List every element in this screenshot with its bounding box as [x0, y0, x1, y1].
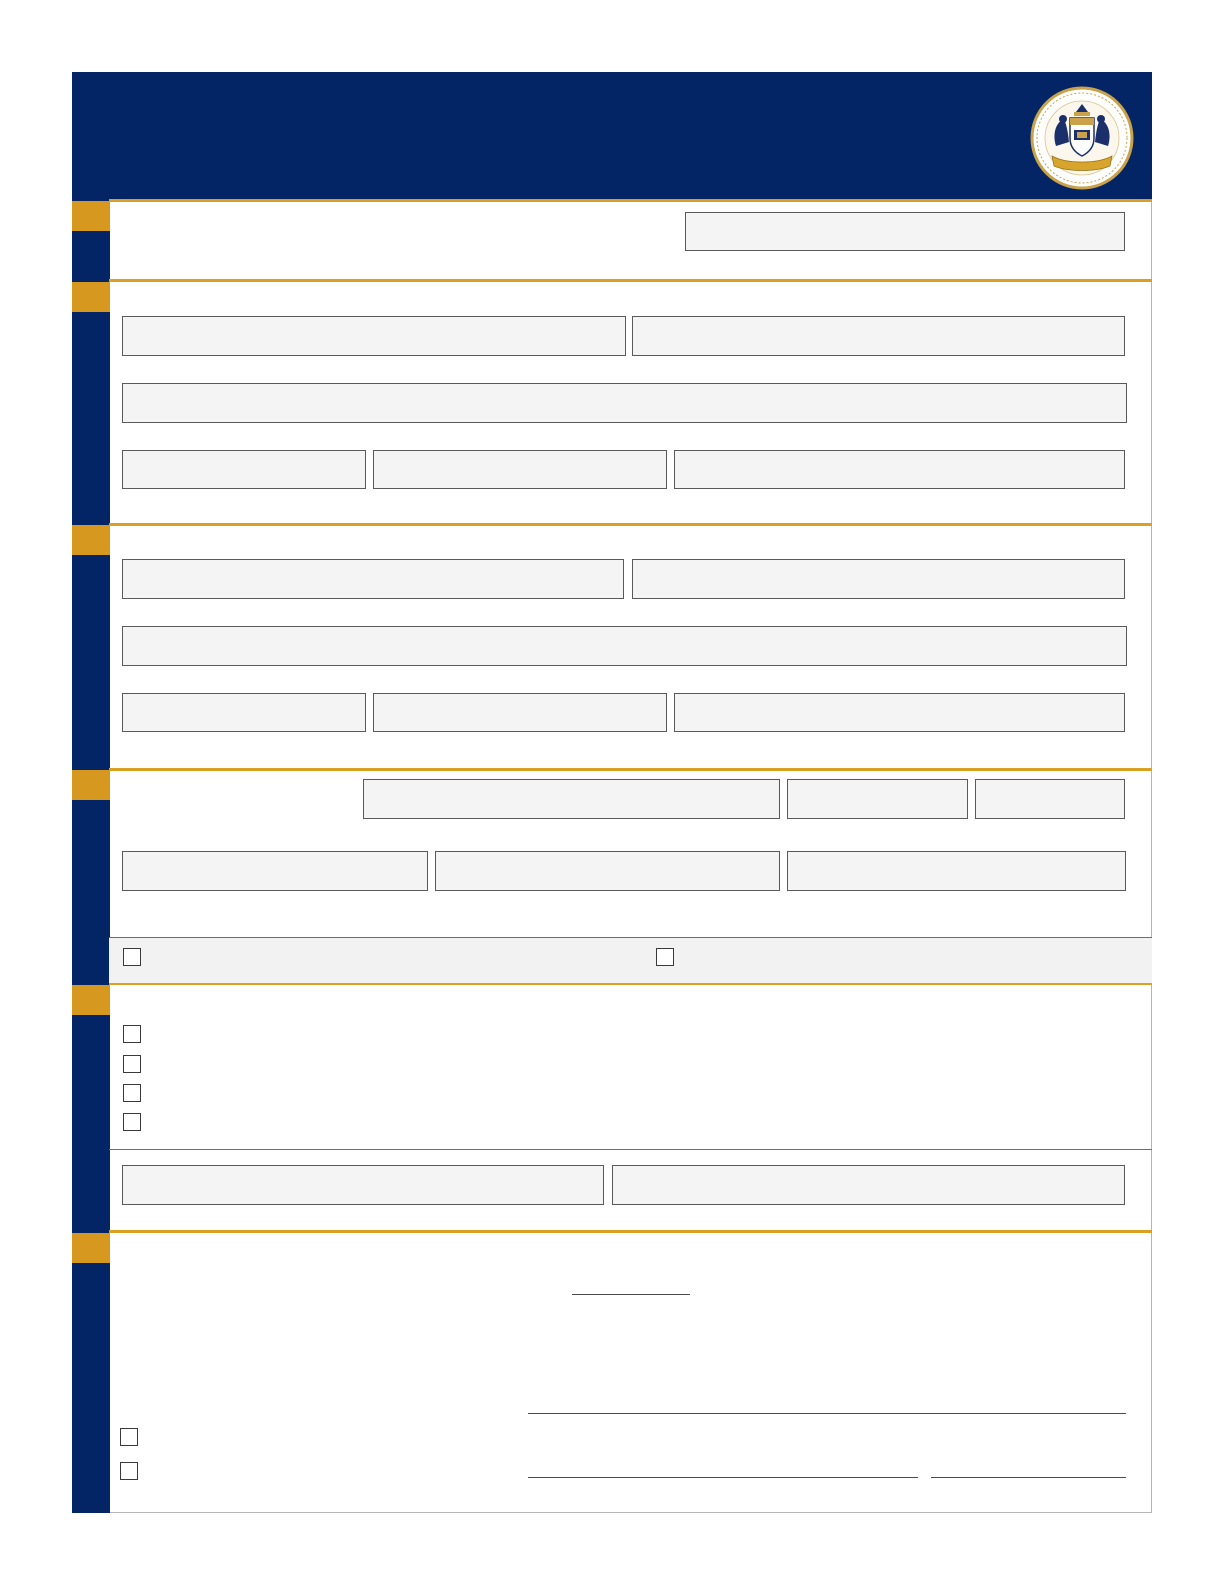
section1-field-6[interactable]	[674, 450, 1125, 489]
section3-field-3[interactable]	[975, 779, 1125, 819]
section-tab-1	[72, 282, 110, 312]
section2-field-5[interactable]	[373, 693, 667, 732]
section3-option-band	[109, 937, 1152, 983]
printed-name-line[interactable]	[528, 1477, 918, 1478]
section1-field-2[interactable]	[632, 316, 1125, 356]
section2-field-6[interactable]	[674, 693, 1125, 732]
section3-field-6[interactable]	[787, 851, 1126, 891]
section3-checkbox-2[interactable]	[656, 948, 674, 966]
section1-address-field[interactable]	[122, 383, 1127, 423]
section-rule-top	[109, 199, 1152, 202]
section1-field-1[interactable]	[122, 316, 626, 356]
section-rule-5	[109, 1230, 1152, 1233]
reference-number-field[interactable]	[685, 212, 1125, 251]
section3-field-1[interactable]	[363, 779, 780, 819]
section-rule-2	[109, 523, 1152, 526]
section-tab-5	[72, 1233, 110, 1263]
section2-field-4[interactable]	[122, 693, 366, 732]
section4-divider	[109, 1149, 1152, 1150]
section3-field-2[interactable]	[787, 779, 968, 819]
section4-field-2[interactable]	[612, 1165, 1125, 1205]
section2-address-field[interactable]	[122, 626, 1127, 666]
signature-line[interactable]	[528, 1413, 1126, 1414]
section4-checkbox-2[interactable]	[123, 1055, 141, 1073]
section4-checkbox-4[interactable]	[123, 1113, 141, 1131]
section2-field-1[interactable]	[122, 559, 624, 599]
section-tab-3	[72, 770, 110, 800]
section-tab-2	[72, 525, 110, 555]
section3-field-5[interactable]	[435, 851, 780, 891]
section2-field-2[interactable]	[632, 559, 1125, 599]
section3-checkbox-1[interactable]	[123, 948, 141, 966]
section1-field-5[interactable]	[373, 450, 667, 489]
section5-checkbox-2[interactable]	[120, 1462, 138, 1480]
section1-field-4[interactable]	[122, 450, 366, 489]
section-tab-top	[72, 201, 110, 231]
section-tab-4	[72, 985, 110, 1015]
section-rule-1	[109, 279, 1152, 282]
section4-checkbox-3[interactable]	[123, 1084, 141, 1102]
section5-checkbox-1[interactable]	[120, 1428, 138, 1446]
sidebar-stripe	[72, 199, 110, 1513]
section-rule-3	[109, 768, 1152, 771]
date-line[interactable]	[931, 1477, 1126, 1478]
section3-field-4[interactable]	[122, 851, 428, 891]
section4-field-1[interactable]	[122, 1165, 604, 1205]
section4-checkbox-1[interactable]	[123, 1025, 141, 1043]
seal-crest-icon	[1030, 86, 1134, 190]
header-band	[72, 72, 1152, 199]
section5-short-line[interactable]	[572, 1294, 690, 1295]
